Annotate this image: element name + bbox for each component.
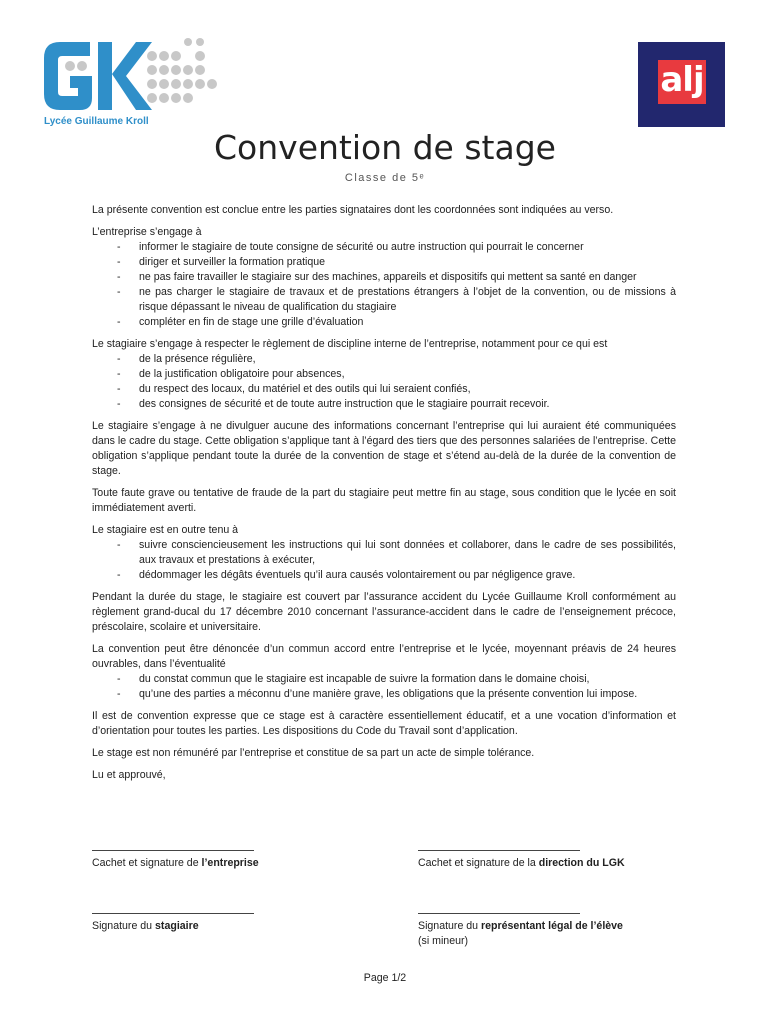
signature-line	[92, 913, 254, 914]
remuneration-paragraph: Le stage est non rémunéré par l’entreprise et constitue de sa part un acte de simple tolérance.	[92, 747, 535, 759]
intro-paragraph: La présente convention est conclue entre les parties signataires dont les coordonnées sont indiquées au verso.	[92, 204, 614, 216]
faute-grave-paragraph: Toute faute grave ou tentative de fraude de la part du stagiaire peut mettre fin au stage, sous condition que le lycée en soit immédiatement averti.	[92, 487, 676, 514]
assurance-paragraph: Pendant la durée du stage, le stagiaire est couvert par l’assurance accident du Lycée Guillaume Kroll conformément au règlement grand-ducal du 17 décembre 2010 concernant l’assurance-accident dans le cadre de l’enseignement précoce, préscolaire, scolaire et universitaire.	[92, 591, 676, 633]
list-item: - du respect des locaux, du matériel et des outils qui lui seraient confiés,	[92, 382, 676, 397]
list-item: - des consignes de sécurité et de toute autre instruction que le stagiaire pourrait recevoir.	[92, 397, 676, 412]
convention-body	[92, 203, 676, 790]
signature-label-bold: stagiaire	[155, 920, 199, 932]
lgk-monogram-icon	[40, 38, 220, 118]
list-item: - suivre consciencieusement les instructions qui lui sont données et collaborer, dans le cadre de ses possibilités, aux travaux et prestations à exécuter,	[92, 538, 676, 568]
vocation-paragraph: Il est de convention expresse que ce stage est à caractère essentiellement éducatif, et a une vocation d’information et d’orientation pour toutes les parties. Les dispositions du Code du Travail sont d’application.	[92, 710, 676, 737]
signature-stagiaire	[92, 913, 254, 934]
signature-label-bold: direction du LGK	[538, 857, 625, 869]
list-item: - compléter en fin de stage une grille d’évaluation	[92, 315, 676, 330]
signature-label: Cachet et signature de la	[418, 857, 539, 869]
document-title: Convention de stage	[214, 128, 556, 167]
document-subtitle: Classe de 5ᵉ	[344, 172, 426, 184]
list-item: - de la justification obligatoire pour absences,	[92, 367, 676, 382]
signature-label: Cachet et signature de	[92, 857, 202, 869]
list-item: - dédommager les dégâts éventuels qu’il aura causés volontairement ou par négligence grave.	[92, 568, 676, 583]
signature-line	[418, 850, 580, 851]
alj-logo	[638, 42, 725, 127]
lu-approuve: Lu et approuvé,	[92, 769, 166, 781]
signature-note: (si mineur)	[418, 935, 469, 947]
list-item: - diriger et surveiller la formation pratique	[92, 255, 676, 270]
alj-logo-text: alj	[658, 60, 706, 104]
stagiaire-tenu-list	[92, 538, 676, 583]
signature-entreprise	[92, 850, 259, 871]
reglement-lead: Le stagiaire s’engage à respecter le règlement de discipline interne de l’entreprise, notamment pour ce qui est	[92, 338, 608, 350]
reglement-list	[92, 352, 676, 412]
denonciation-lead: La convention peut être dénoncée d’un commun accord entre l’entreprise et le lycée, moyennant préavis de 24 heures ouvrables, dans l’éventualité	[92, 643, 676, 670]
stagiaire-tenu-lead: Le stagiaire est en outre tenu à	[92, 524, 239, 536]
signature-label-bold: l’entreprise	[201, 857, 259, 869]
list-item: - informer le stagiaire de toute consigne de sécurité ou autre instruction qui pourrait le concerner	[92, 240, 676, 255]
list-item: - du constat commun que le stagiaire est incapable de suivre la formation dans le domaine choisi,	[92, 672, 676, 687]
signature-line	[418, 913, 580, 914]
lgk-logo-text: Lycée Guillaume Kroll	[44, 116, 149, 127]
signature-label-bold: représentant légal de l’élève	[481, 920, 623, 932]
signature-representant	[418, 913, 623, 949]
denonciation-list	[92, 672, 676, 702]
entreprise-obligations-list	[92, 240, 676, 330]
list-item: - qu’une des parties a méconnu d’une manière grave, les obligations que la présente convention lui impose.	[92, 687, 676, 702]
signature-label: Signature du	[92, 920, 156, 932]
signature-direction	[418, 850, 625, 871]
list-item: - ne pas charger le stagiaire de travaux et de prestations étrangers à l’objet de la convention, ou de missions à risque dépassant le niveau de qualification du stagiaire	[92, 285, 676, 315]
confidentialite-paragraph: Le stagiaire s’engage à ne divulguer aucune des informations concernant l’entreprise qui lui auraient été communiquées dans le cadre du stage. Cette obligation s’applique tant à l’égard des tiers que des personnes salariées de l’entreprise. Cette obligation s’applique pendant toute la durée de la convention de stage et s’étend au-delà de la durée de la convention de stage.	[92, 420, 676, 477]
lycee-guillaume-kroll-logo	[40, 38, 220, 138]
entreprise-lead: L’entreprise s’engage à	[92, 226, 202, 238]
signature-line	[92, 850, 254, 851]
page-number: Page 1/2	[363, 972, 407, 984]
list-item: - de la présence régulière,	[92, 352, 676, 367]
list-item: - ne pas faire travailler le stagiaire sur des machines, appareils et dispositifs qui mettent sa santé en danger	[92, 270, 676, 285]
signature-label: Signature du	[418, 920, 482, 932]
